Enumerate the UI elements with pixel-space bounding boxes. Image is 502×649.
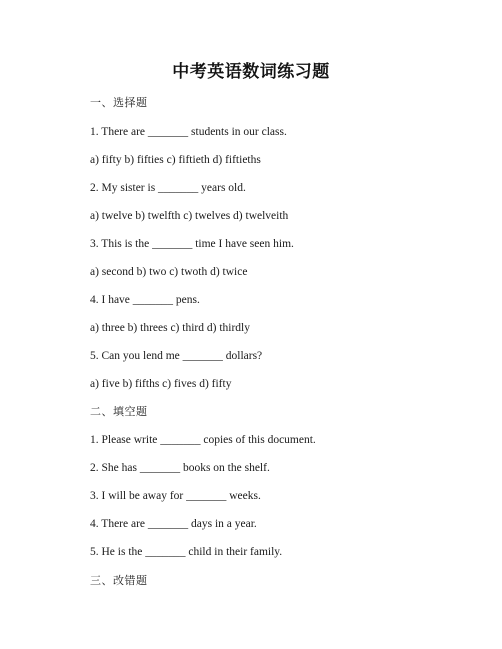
section-heading-fill-in: 二、填空题 [90, 405, 148, 418]
options-line: a) fifty b) fifties c) fiftieth d) fiftieths [90, 154, 261, 166]
options-line: a) five b) fifths c) fives d) fifty [90, 378, 232, 390]
page-title: 中考英语数词练习题 [172, 62, 330, 82]
question-line: 2. My sister is _______ years old. [90, 182, 246, 194]
question-line: 2. She has _______ books on the shelf. [90, 462, 270, 474]
options-line: a) three b) threes c) third d) thirdly [90, 322, 250, 334]
options-line: a) twelve b) twelfth c) twelves d) twelveith [90, 210, 289, 222]
question-line: 5. He is the _______ child in their family. [90, 546, 283, 558]
question-line: 5. Can you lend me _______ dollars? [90, 350, 263, 362]
question-line: 4. I have _______ pens. [90, 294, 200, 306]
question-line: 1. Please write _______ copies of this document. [90, 434, 316, 446]
question-line: 3. This is the _______ time I have seen him. [90, 238, 294, 250]
section-heading-choice: 一、选择题 [90, 96, 148, 109]
question-line: 3. I will be away for _______ weeks. [90, 490, 261, 502]
question-line: 4. There are _______ days in a year. [90, 518, 257, 530]
section-heading-correction: 三、改错题 [90, 574, 148, 587]
question-line: 1. There are _______ students in our class. [90, 126, 287, 138]
options-line: a) second b) two c) twoth d) twice [90, 266, 248, 278]
